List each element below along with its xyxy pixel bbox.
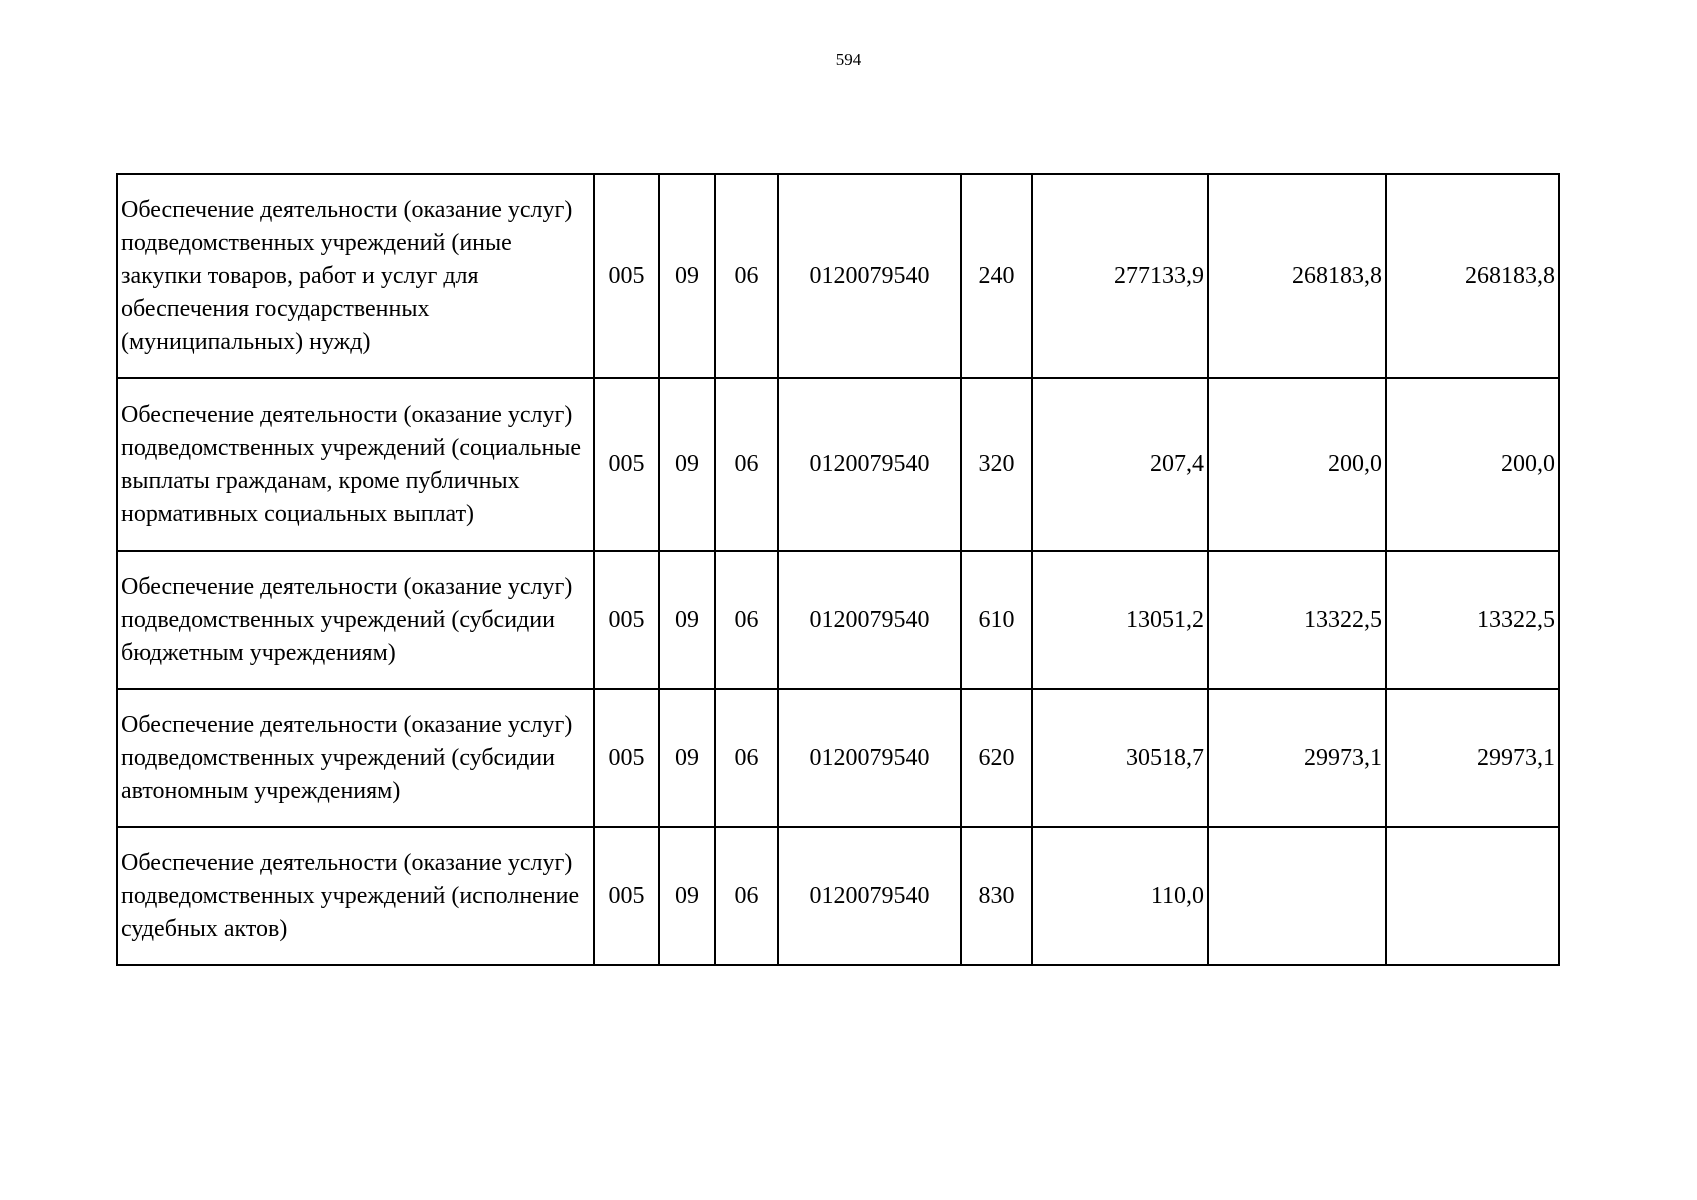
table-row [117,378,1559,551]
section-code: 09 [659,689,715,827]
amount-3 [1386,827,1559,965]
amount-1: 13051,2 [1032,551,1208,689]
target-article-code: 0120079540 [778,827,961,965]
section-code: 09 [659,174,715,378]
budget-table [116,173,1560,966]
target-article-code: 0120079540 [778,689,961,827]
expense-type-code: 320 [961,378,1032,551]
section-code: 09 [659,551,715,689]
amount-2: 29973,1 [1208,689,1386,827]
ministry-code: 005 [594,174,659,378]
expense-type-code: 620 [961,689,1032,827]
amount-1: 110,0 [1032,827,1208,965]
expense-type-code: 240 [961,174,1032,378]
ministry-code: 005 [594,378,659,551]
subsection-code: 06 [715,551,778,689]
amount-2: 13322,5 [1208,551,1386,689]
target-article-code: 0120079540 [778,174,961,378]
ministry-code: 005 [594,551,659,689]
section-code: 09 [659,827,715,965]
target-article-code: 0120079540 [778,551,961,689]
row-description: Обеспечение деятельности (оказание услуг) подведомственных учреждений (субсидии бюджетным учреждениям) [117,551,594,689]
subsection-code: 06 [715,174,778,378]
ministry-code: 005 [594,689,659,827]
row-description: Обеспечение деятельности (оказание услуг) подведомственных учреждений (социальные выплаты гражданам, кроме публичных нормативных социальных выплат) [117,378,594,551]
amount-3: 29973,1 [1386,689,1559,827]
amount-2 [1208,827,1386,965]
subsection-code: 06 [715,689,778,827]
ministry-code: 005 [594,827,659,965]
page-number: 594 [835,50,862,69]
amount-1: 30518,7 [1032,689,1208,827]
amount-3: 268183,8 [1386,174,1559,378]
amount-2: 268183,8 [1208,174,1386,378]
table-row [117,174,1559,378]
amount-3: 13322,5 [1386,551,1559,689]
row-description: Обеспечение деятельности (оказание услуг) подведомственных учреждений (субсидии автономным учреждениям) [117,689,594,827]
expense-type-code: 610 [961,551,1032,689]
subsection-code: 06 [715,378,778,551]
target-article-code: 0120079540 [778,378,961,551]
section-code: 09 [659,378,715,551]
table-row [117,689,1559,827]
row-description: Обеспечение деятельности (оказание услуг) подведомственных учреждений (иные закупки товаров, работ и услуг для обеспечения государственных (муниципальных) нужд) [117,174,594,378]
amount-3: 200,0 [1386,378,1559,551]
table-row [117,827,1559,965]
amount-2: 200,0 [1208,378,1386,551]
row-description: Обеспечение деятельности (оказание услуг) подведомственных учреждений (исполнение судебных актов) [117,827,594,965]
table-row [117,551,1559,689]
subsection-code: 06 [715,827,778,965]
amount-1: 207,4 [1032,378,1208,551]
amount-1: 277133,9 [1032,174,1208,378]
expense-type-code: 830 [961,827,1032,965]
